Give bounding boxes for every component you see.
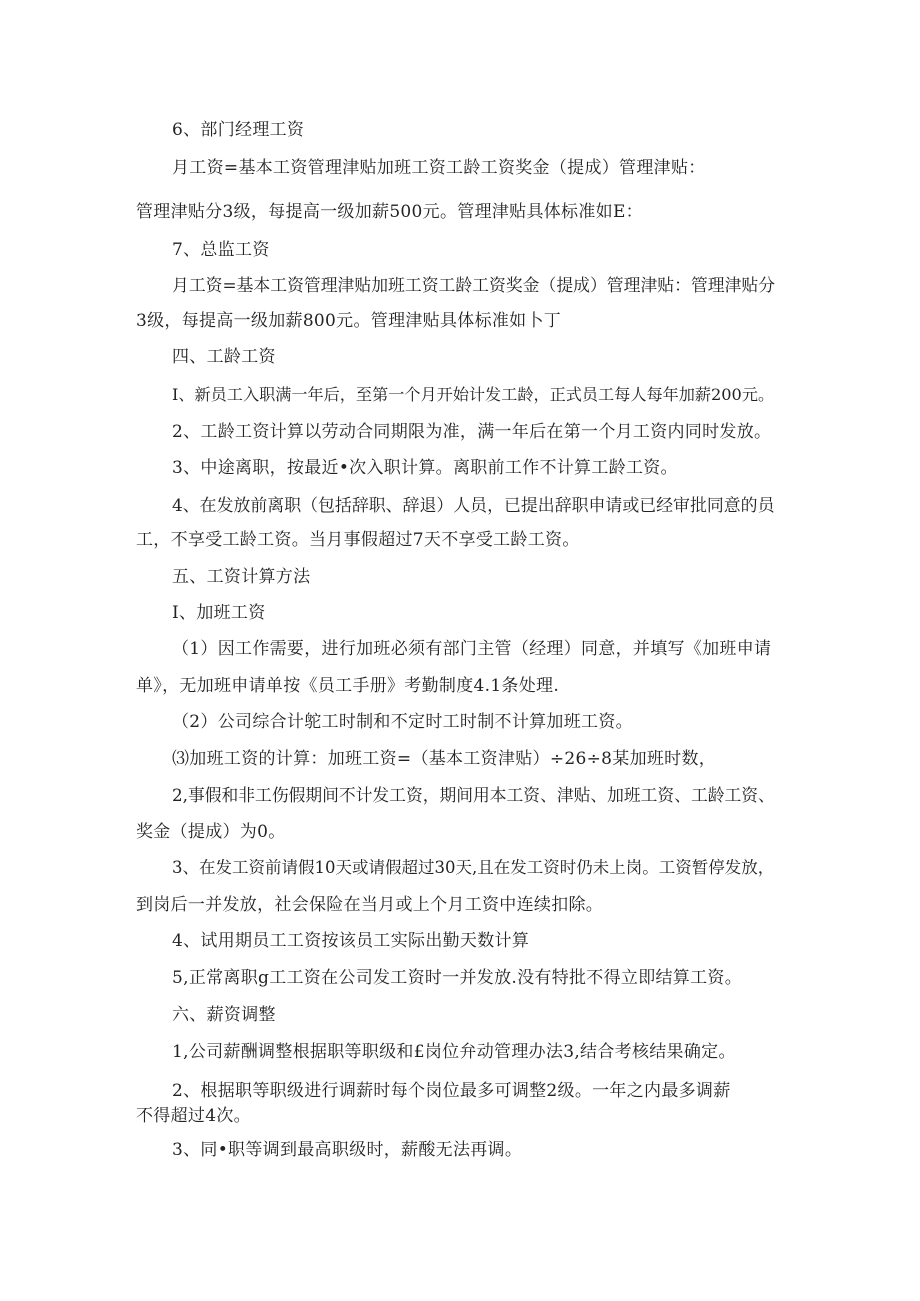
list-item: （1）因工作需要，进行加班必须有部门主管（经理）同意，并填写《加班申请 — [172, 639, 772, 659]
list-item-continuation: 到岗后一并发放，社会保险在当月或上个月工资中连续扣除。 — [136, 895, 604, 915]
list-item: 1,公司薪酬调整根据职等职级和£岗位弁动管理办法3,结合考核结果确定。 — [172, 1042, 736, 1062]
list-item: 2、工龄工资计算以劳动合同期限为准，满一年后在第一个月工资内同时发放。 — [172, 422, 772, 442]
list-item: 3、在发工资前请假10天或请假超过30天,且在发工资时仍未上岗。工资暂停发放， — [172, 858, 775, 877]
list-item: 2、根据职等职级进行调薪时每个岗位最多可调整2级。一年之内最多调薪 — [172, 1081, 731, 1101]
list-item-continuation: 奖金（提成）为0。 — [136, 822, 286, 842]
list-item: 3、中途离职，按最近•次入职计算。离职前工作不计算工龄工资。 — [172, 458, 678, 478]
heading-dept-manager-salary: 6、部门经理工资 — [172, 120, 305, 140]
list-item-continuation: 单》，无加班申请单按《员工手册》考勤制度4.1条处理. — [136, 676, 560, 696]
section-heading-salary-adjustment: 六、薪资调整 — [172, 1005, 276, 1025]
list-item: （2）公司综合计鸵工时制和不定时工时制不计算加班工资。 — [172, 712, 633, 732]
list-item: 4、在发放前离职（包括辞职、辞退）人员，已提出辞职申请或已经审批同意的员 — [172, 495, 775, 515]
list-item-continuation: 不得超过4次。 — [136, 1106, 251, 1126]
list-item: 2,事假和非工伤假期间不计发工资，期间用本工资、津贴、加班工资、工龄工资、 — [172, 785, 775, 805]
paragraph-line: 月工资=基本工资管理津贴加班工资工龄工资奖金（提成）管理津贴： — [172, 158, 706, 178]
section-heading-salary-calculation: 五、工资计算方法 — [172, 567, 311, 587]
section-heading-seniority-pay: 四、工龄工资 — [172, 347, 276, 367]
list-item: 3、同•职等调到最高职级时，薪酸无法再调。 — [172, 1140, 523, 1160]
subheading-overtime-pay: I、加班工资 — [172, 603, 266, 623]
list-item: 5,正常离职g工工资在公司发工资时一并发放.没有特批不得立即结算工资。 — [172, 968, 743, 988]
paragraph-line: 月工资=基本工资管理津贴加班工资工龄工资奖金（提成）管理津贴：管理津贴分 — [172, 275, 776, 295]
heading-director-salary: 7、总监工资 — [172, 240, 270, 260]
list-item: 4、试用期员工工资按该员工实际出勤天数计算 — [172, 931, 530, 951]
paragraph-line: 管理津贴分3级，每提高一级加薪500元。管理津贴具体标准如E： — [136, 202, 643, 222]
list-item-continuation: 工，不享受工龄工资。当月事假超过7天不享受工龄工资。 — [136, 530, 580, 550]
paragraph-line: 3级，每提高一级加薪800元。管理津贴具体标准如卜丁 — [136, 311, 562, 331]
list-item: I、新员工入职满一年后，至第一个月开始计发工龄，正式员工每人每年加薪200元。 — [172, 385, 775, 404]
list-item: ⑶加班工资的计算：加班工资=（基本工资津贴）÷26÷8某加班时数， — [172, 749, 717, 769]
